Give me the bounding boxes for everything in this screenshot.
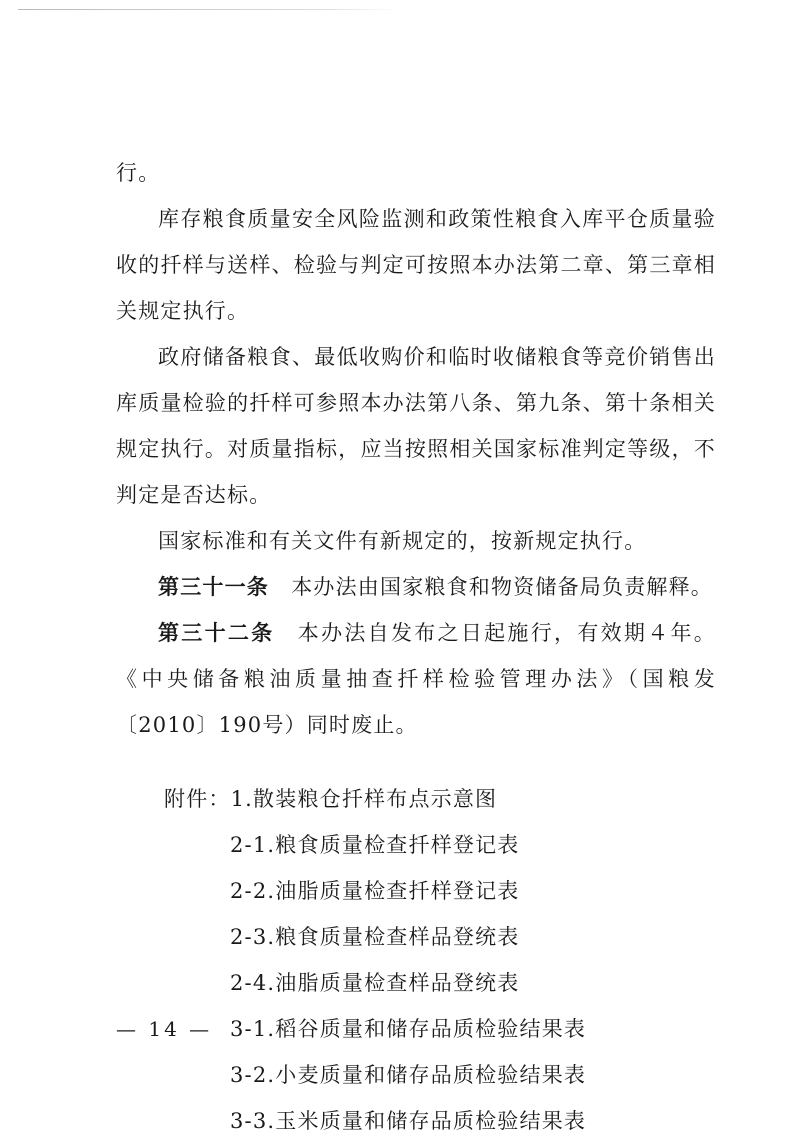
article-31-number: 第三十一条 — [158, 574, 269, 599]
page-number: — 14 — — [116, 1017, 213, 1041]
article-31 — [116, 564, 716, 610]
paragraph-risk-monitoring: 库存粮食质量安全风险监测和政策性粮食入库平仓质量验收的扦样与送样、检验与判定可按照本办法第二章、第三章相关规定执行。 — [116, 207, 716, 323]
paragraph-continuation: 行。 — [116, 161, 161, 185]
article-32 — [116, 610, 716, 748]
attachment-item-3-3: 3-3.玉米质量和储存品质检验结果表 — [230, 1109, 587, 1133]
scan-edge-line — [18, 9, 398, 10]
section-gap — [116, 748, 716, 776]
attachment-label: 附件： — [164, 787, 231, 811]
attachment-item-2-2: 2-2.油脂质量检查扦样登记表 — [230, 879, 520, 903]
paragraph-reserve-grain: 政府储备粮食、最低收购价和临时收储粮食等竞价销售出库质量检验的扦样可参照本办法第八条、第九条、第十条相关规定执行。对质量指标，应当按照相关国家标准判定等级，不判定是否达标。 — [116, 345, 716, 507]
attachment-item-3-1: 3-1.稻谷质量和储存品质检验结果表 — [230, 1017, 587, 1041]
attachment-item-3-2: 3-2.小麦质量和储存品质检验结果表 — [230, 1063, 587, 1087]
attachment-item-2-3: 2-3.粮食质量检查样品登统表 — [230, 925, 520, 949]
paragraph-new-rules: 国家标准和有关文件有新规定的，按新规定执行。 — [158, 529, 647, 553]
article-32-text: 本办法自发布之日起施行，有效期４年。《中央储备粮油质量抽查扦样检验管理办法》（国粮发〔2010〕190号）同时废止。 — [116, 621, 716, 737]
attachment-item-text: 1.散装粮仓扦样布点示意图 — [230, 787, 498, 811]
article-31-text: 本办法由国家粮食和物资储备局负责解释。 — [269, 575, 713, 599]
attachment-item-1 — [116, 776, 716, 822]
attachment-item-2-1: 2-1.粮食质量检查扦样登记表 — [230, 833, 520, 857]
article-32-number: 第三十二条 — [158, 620, 275, 645]
attachment-item-2-4: 2-4.油脂质量检查样品登统表 — [230, 971, 520, 995]
attachment-list — [116, 776, 716, 1144]
document-body — [116, 150, 716, 1144]
